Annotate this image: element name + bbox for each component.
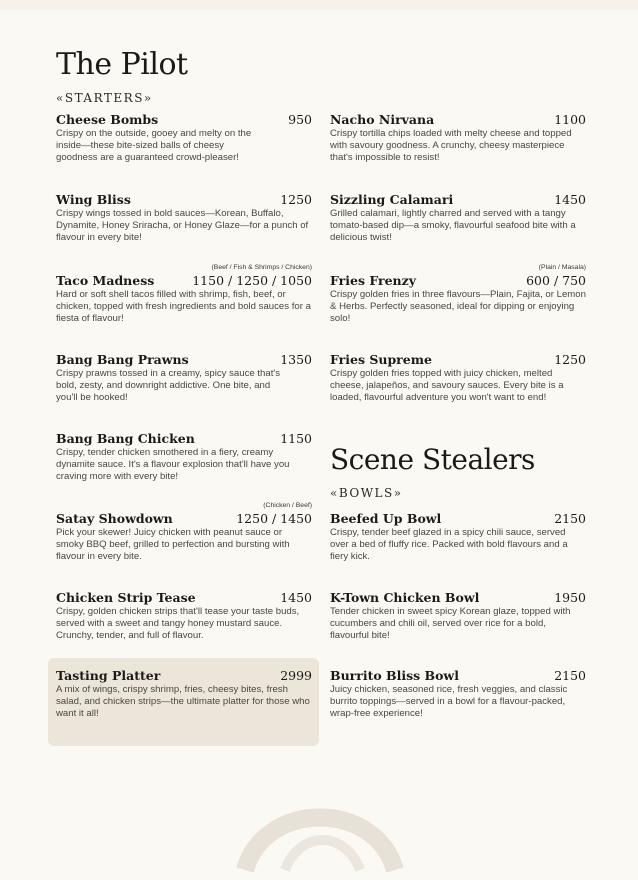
item-description: Tender chicken in sweet spicy Korean glaze, topped with cucumbers and chili oil, served over rice for a bold, flavourful bite!	[330, 606, 571, 642]
starters-subtitle: «STARTERS»	[56, 91, 153, 105]
item-variant: (Plain / Masala)	[538, 264, 586, 271]
item-price: 1450	[554, 192, 586, 207]
menu-item-wing-bliss	[56, 192, 312, 245]
menu-item-taco-madness	[56, 264, 312, 326]
item-name: Fries Supreme	[330, 352, 432, 367]
item-description: Hard or soft shell tacos filled with shrimp, fish, beef, or chicken, topped with fresh ingredients and bold sauces for a fiesta of flavour!	[56, 289, 311, 325]
menu-item-k-town-chicken-bowl	[330, 590, 586, 643]
item-description: Crispy, golden chicken strips that'll tease your taste buds, served with a sweet and tangy honey mustard sauce. Crunchy, tender, and full of flavour.	[56, 606, 300, 642]
menu-item-burrito-bliss-bowl	[330, 668, 586, 721]
item-variant: (Beef / Fish & Shrimps / Chicken)	[211, 264, 312, 271]
item-description: Grilled calamari, lightly charred and served with a tangy tomato-based dip—a smoky, flavourful seafood bite with a delicious twist!	[330, 208, 576, 244]
item-name: Nacho Nirvana	[330, 112, 435, 127]
bowls-subtitle: «BOWLS»	[330, 486, 403, 500]
item-price: 1350	[280, 352, 312, 367]
item-name: Beefed Up Bowl	[330, 511, 442, 526]
menu-item-nacho-nirvana	[330, 112, 586, 165]
item-name: Tasting Platter	[56, 668, 161, 683]
item-price: 1950	[554, 590, 586, 605]
item-name: Fries Frenzy	[330, 273, 416, 288]
item-price: 1150	[280, 431, 312, 446]
menu-item-cheese-bombs	[56, 112, 312, 165]
item-name: K-Town Chicken Bowl	[330, 590, 480, 605]
decorative-emblem	[225, 760, 415, 880]
item-name: Burrito Bliss Bowl	[330, 668, 459, 683]
item-price: 950	[288, 112, 312, 127]
top-band	[0, 0, 638, 10]
item-price: 1100	[554, 112, 586, 127]
item-price: 600 / 750	[526, 273, 586, 288]
section-title-scene-stealers: Scene Stealers	[330, 443, 535, 476]
item-description: Crispy golden fries topped with juicy chicken, melted cheese, jalapeños, and savoury sauces. Every bite is a loaded, flavourful adventure you won't want to end!	[330, 368, 564, 404]
menu-item-bang-bang-chicken	[56, 431, 312, 484]
item-description: Crispy, tender beef glazed in a spicy chili sauce, served over a bed of fluffy rice. Packed with bold flavours and a fiery kick.	[330, 527, 568, 563]
menu-item-fries-frenzy	[330, 264, 586, 326]
menu-item-fries-supreme	[330, 352, 586, 405]
item-name: Bang Bang Prawns	[56, 352, 189, 367]
item-description: A mix of wings, crispy shrimp, fries, cheesy bites, fresh salad, and chicken strips—the ultimate platter for those who want it all!	[56, 684, 310, 720]
menu-item-beefed-up-bowl	[330, 511, 586, 564]
item-description: Juicy chicken, seasoned rice, fresh veggies, and classic burrito toppings—served in a bowl for a flavour-packed, wrap-free experience!	[330, 684, 568, 720]
page-title: The Pilot	[56, 47, 188, 82]
item-price: 1250	[554, 352, 586, 367]
item-description: Crispy tortilla chips loaded with melty cheese and topped with savoury goodness. A crunchy, cheesy masterpiece that's impossible to resist!	[330, 128, 572, 164]
item-name: Bang Bang Chicken	[56, 431, 195, 446]
item-name: Taco Madness	[56, 273, 155, 288]
item-name: Cheese Bombs	[56, 112, 159, 127]
menu-item-chicken-strip-tease	[56, 590, 312, 643]
item-name: Wing Bliss	[56, 192, 131, 207]
item-price: 1250 / 1450	[236, 511, 312, 526]
item-description: Crispy on the outside, gooey and melty on the inside—these bite-sized balls of cheesy goodness are a guaranteed crowd-pleaser!	[56, 128, 252, 164]
item-name: Satay Showdown	[56, 511, 173, 526]
item-price: 1250	[280, 192, 312, 207]
menu-item-tasting-platter	[56, 668, 312, 721]
item-description: Crispy wings tossed in bold sauces—Korean, Buffalo, Dynamite, Honey Sriracha, or Honey Glaze—for a punch of flavour in every bite!	[56, 208, 309, 244]
item-price: 1450	[280, 590, 312, 605]
item-name: Chicken Strip Tease	[56, 590, 196, 605]
item-description: Crispy prawns tossed in a creamy, spicy sauce that's bold, zesty, and downright addictive. One bite, and you'll be hooked!	[56, 368, 280, 404]
item-description: Crispy golden fries in three flavours—Plain, Fajita, or Lemon & Herbs. Perfectly seasoned, ideal for dipping or enjoying solo!	[330, 289, 586, 325]
item-name: Sizzling Calamari	[330, 192, 454, 207]
menu-item-satay-showdown	[56, 502, 312, 564]
menu-item-sizzling-calamari	[330, 192, 586, 245]
item-price: 2150	[554, 668, 586, 683]
menu-item-bang-bang-prawns	[56, 352, 312, 405]
item-variant: (Chicken / Beef)	[263, 502, 312, 509]
item-price: 1150 / 1250 / 1050	[192, 273, 312, 288]
item-price: 2999	[280, 668, 312, 683]
item-description: Crispy, tender chicken smothered in a fiery, creamy dynamite sauce. It's a flavour explosion that'll have you craving more with every bite!	[56, 447, 290, 483]
item-price: 2150	[554, 511, 586, 526]
item-description: Pick your skewer! Juicy chicken with peanut sauce or smoky BBQ beef, grilled to perfection and bursting with flavour in every bite.	[56, 527, 290, 563]
